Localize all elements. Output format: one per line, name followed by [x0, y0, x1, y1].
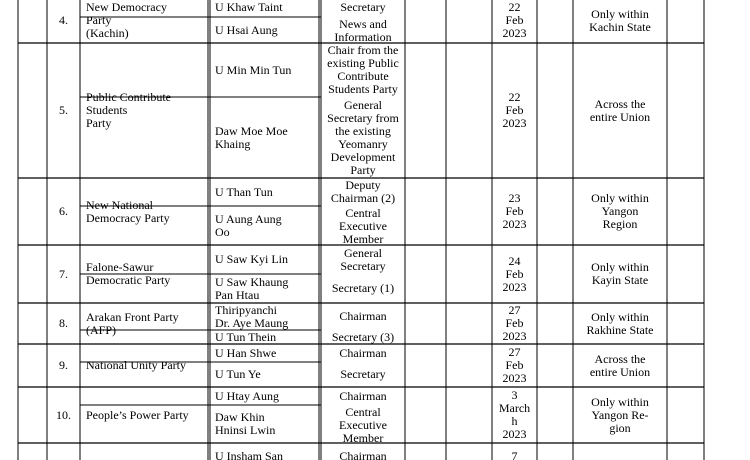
member-position: [321, 18, 405, 44]
party-name-line: Democratic Party: [86, 273, 171, 287]
row-number: 9.: [59, 358, 68, 372]
member-name-line: Dr. Aye Maung: [215, 316, 289, 330]
party-name: [86, 199, 206, 225]
member-name-line: U Than Tun: [215, 184, 273, 199]
member-position: [321, 247, 405, 273]
organizing-scope-line: gion: [609, 420, 631, 435]
organizing-scope: [573, 98, 667, 124]
party-name-line: New National: [86, 197, 153, 212]
member-name-line: Khaing: [215, 136, 251, 151]
party-name-line: Public Contribute: [86, 90, 171, 104]
registration-date: [492, 1, 537, 40]
registration-date-line: 24: [508, 253, 521, 268]
member-name: [215, 276, 316, 302]
member-position: [321, 282, 405, 295]
member-name-line: U Saw Khaung: [215, 274, 289, 289]
member-position-line: Chairman: [339, 345, 387, 360]
member-position: [321, 331, 405, 344]
party-name-line: Falone-Sawur: [86, 260, 154, 274]
party-name: [86, 261, 206, 287]
organizing-scope-line: Across the: [594, 351, 646, 366]
member-position-line: Central: [345, 405, 381, 419]
member-name: [215, 253, 316, 266]
member-position-line: Member: [342, 431, 384, 445]
member-position: [321, 406, 405, 445]
organizing-scope: [573, 311, 667, 337]
registration-date-line: 22: [508, 90, 521, 104]
member-position-line: Central: [345, 206, 381, 220]
organizing-scope-line: Kachin State: [589, 19, 651, 34]
party-name-line: Democracy Party: [86, 210, 170, 225]
organizing-scope-line: Rakhine State: [586, 322, 654, 337]
organizing-scope: [573, 8, 667, 34]
registration-date-line: 2023: [502, 371, 527, 385]
organizing-scope-line: Yangon Re-: [591, 407, 649, 422]
member-position-line: General: [344, 97, 382, 112]
member-name: [215, 125, 316, 151]
registration-date-line: March: [498, 401, 531, 415]
row-number: 8.: [59, 316, 68, 330]
member-name: [215, 390, 316, 403]
member-position: [321, 207, 405, 246]
row-number: 10.: [56, 407, 71, 422]
registration-date-line: Feb: [505, 13, 524, 27]
member-name-line: U Insham San: [215, 449, 283, 460]
member-name: [215, 368, 316, 381]
row-number: 7.: [59, 266, 68, 281]
organizing-scope: [573, 192, 667, 231]
member-name: [215, 186, 316, 199]
organizing-scope-line: Only within: [591, 6, 649, 21]
member-position-line: News and: [339, 17, 387, 31]
member-name-line: Pan Htau: [215, 287, 260, 302]
member-name-line: Daw Khin: [215, 410, 265, 424]
registration-date-line: 27: [508, 345, 521, 359]
registration-date-line: 3: [511, 388, 518, 402]
member-position-line: Chairman: [339, 449, 387, 460]
party-name: [86, 311, 206, 337]
member-position-line: Executive: [339, 418, 387, 432]
organizing-scope-line: Only within: [591, 191, 649, 205]
member-name-line: U Khaw Taint: [215, 0, 283, 14]
member-name-line: U Saw Kyi Lin: [215, 252, 288, 266]
registration-date-line: 2023: [502, 279, 527, 294]
member-name-line: Hninsi Lwin: [215, 423, 276, 437]
registration-date-line: 2023: [502, 217, 527, 231]
member-position-line: Executive: [339, 219, 387, 233]
party-name-line: People’s Power Party: [86, 407, 189, 422]
organizing-scope-line: Across the: [594, 96, 646, 111]
party-name-line: Students: [86, 103, 128, 117]
member-position-line: Secretary from: [327, 110, 399, 125]
member-position-line: Party: [350, 162, 376, 177]
registration-date: [492, 389, 537, 441]
row-number: 4.: [59, 13, 68, 27]
member-name-line: U Han Shwe: [215, 345, 277, 360]
member-position-line: Secretary (1): [331, 281, 395, 295]
member-name: [215, 213, 316, 239]
registration-date: [492, 91, 537, 130]
member-position: [321, 1, 405, 14]
member-position-line: Students Party: [328, 82, 398, 96]
member-name-line: U Min Min Tun: [215, 62, 292, 77]
party-name: [86, 409, 206, 422]
registration-date-line: Feb: [505, 266, 524, 281]
organizing-scope-line: Only within: [591, 394, 649, 409]
member-position-line: Deputy: [345, 178, 381, 192]
member-position: [321, 179, 405, 205]
member-position: [321, 347, 405, 360]
row-number: 6.: [59, 204, 68, 218]
registration-date: [492, 192, 537, 231]
registration-date-line: 22: [508, 0, 521, 14]
party-name: [86, 359, 206, 372]
registration-date-line: Feb: [505, 204, 524, 218]
member-name-line: U Tun Thein: [215, 330, 277, 344]
member-name-line: Daw Moe Moe: [215, 123, 288, 138]
organizing-scope-line: Kayin State: [591, 273, 649, 287]
organizing-scope-line: Only within: [591, 309, 649, 324]
registration-date-line: Feb: [505, 316, 524, 330]
member-position: [321, 44, 405, 96]
member-name: [215, 450, 316, 460]
registration-date-line: Feb: [505, 103, 524, 117]
organizing-scope-line: entire Union: [589, 109, 651, 124]
organizing-scope: [573, 396, 667, 435]
member-position-line: existing Public: [327, 56, 399, 70]
party-name-line: Party: [86, 13, 112, 27]
member-name-line: U Htay Aung: [215, 388, 279, 403]
registration-date-line: h: [511, 414, 518, 428]
member-name-line: U Tun Ye: [215, 367, 261, 381]
member-position: [321, 368, 405, 381]
organizing-scope-line: Yangon: [601, 204, 639, 218]
member-position-line: Chairman (2): [330, 191, 396, 205]
member-name: [215, 347, 316, 360]
member-position: [321, 99, 405, 177]
registration-date-line: 2023: [502, 116, 527, 130]
organizing-scope-line: Region: [602, 217, 638, 231]
registration-date-line: 23: [508, 191, 521, 205]
member-name-line: U Hsai Aung: [215, 22, 278, 37]
member-position-line: Secretary (3): [331, 330, 395, 344]
registration-date: [492, 346, 537, 385]
registration-date-line: Feb: [505, 358, 524, 372]
member-name-line: Oo: [215, 224, 230, 239]
party-name-line: Party: [86, 116, 112, 130]
member-name: [215, 24, 316, 37]
member-name: [215, 304, 316, 330]
party-name-line: (AFP): [86, 322, 117, 337]
member-position-line: Chairman: [339, 388, 387, 403]
registration-date: [492, 450, 537, 460]
member-name: [215, 1, 316, 14]
member-position: [321, 390, 405, 403]
member-position-line: Secretary: [340, 0, 386, 14]
member-position: [321, 310, 405, 323]
organizing-scope-line: entire Union: [589, 364, 651, 379]
member-position-line: Chairman: [339, 309, 387, 323]
member-position-line: Secretary: [340, 258, 386, 273]
member-name: [215, 331, 316, 344]
member-position-line: Information: [334, 30, 392, 44]
member-position-line: the existing: [335, 123, 391, 138]
registration-date-line: 2023: [502, 329, 527, 343]
member-position: [321, 450, 405, 460]
registration-date: [492, 255, 537, 294]
organizing-scope-line: Only within: [591, 260, 649, 274]
registration-date-line: 2023: [502, 427, 527, 441]
party-name: [86, 1, 206, 40]
registration-date-line: 2023: [502, 26, 527, 40]
organizing-scope: [573, 261, 667, 287]
member-position-line: Chair from the: [327, 43, 399, 57]
organizing-scope: [573, 353, 667, 379]
party-name: [86, 91, 206, 130]
member-position-line: Member: [342, 232, 384, 246]
member-name-line: U Aung Aung: [215, 211, 282, 226]
registration-date: [492, 304, 537, 343]
member-name: [215, 64, 316, 77]
registration-date-line: 27: [508, 303, 521, 317]
party-name-line: Arakan Front Party: [86, 309, 179, 324]
registration-date-line: 7: [511, 449, 518, 460]
member-position-line: General: [344, 245, 382, 260]
party-name-line: New Democracy: [86, 0, 167, 14]
member-name-line: Thiripyanchi: [215, 303, 277, 317]
member-position-line: Contribute: [337, 69, 389, 83]
row-number: 5.: [59, 103, 68, 117]
member-name: [215, 411, 316, 437]
party-name-line: (Kachin): [86, 26, 129, 40]
member-position-line: Secretary: [340, 367, 386, 381]
party-name-line: National Unity Party: [86, 358, 186, 372]
member-position-line: Development: [330, 149, 396, 164]
member-position-line: Yeomanry: [338, 136, 388, 151]
